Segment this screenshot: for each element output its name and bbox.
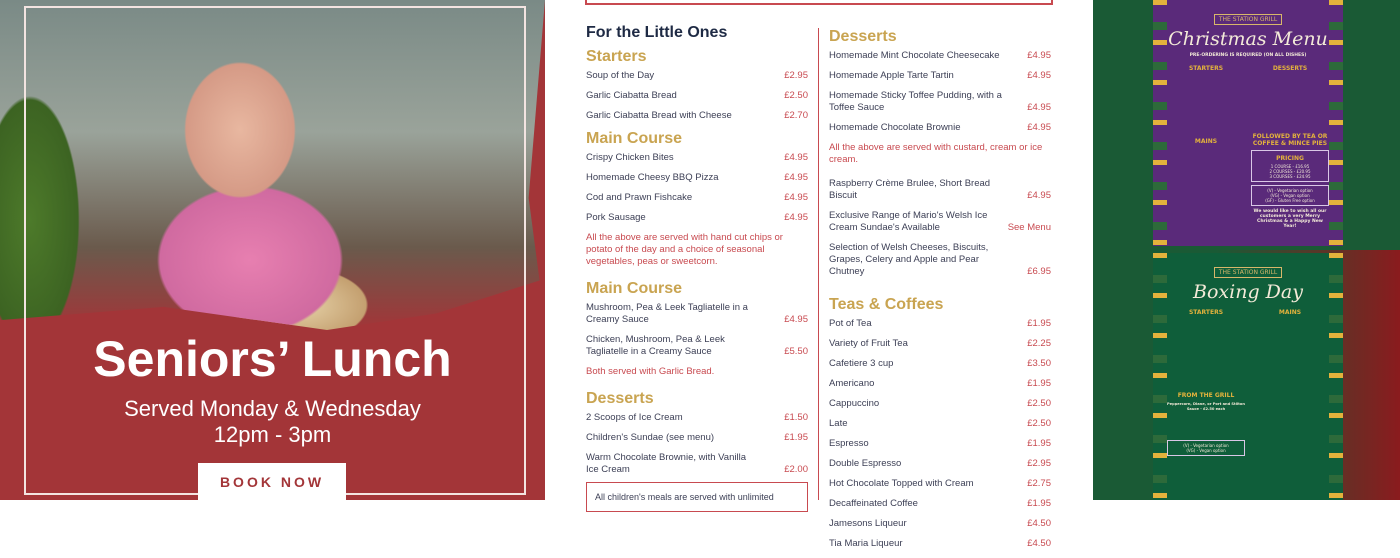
item-price: £2.95 <box>1027 458 1051 469</box>
item-name: Children's Sundae (see menu) <box>586 432 715 443</box>
holly-decoration-icon <box>1329 0 1343 246</box>
menu-item <box>829 358 1051 370</box>
item-price: £1.95 <box>1027 378 1051 389</box>
item-name: Double Espresso <box>829 458 902 469</box>
item-name: Variety of Fruit Tea <box>829 338 908 349</box>
kids-note-box: All children's meals are served with unlimited <box>586 482 808 512</box>
poster-title: Christmas Menu <box>1168 28 1328 50</box>
menu-item <box>829 478 1051 490</box>
menu-item <box>829 50 1051 62</box>
section-heading: Main Course <box>586 280 683 297</box>
menu-item <box>829 210 1051 234</box>
price-line: 3 COURSES - £24.95 <box>1269 174 1311 179</box>
item-price: £2.70 <box>784 110 808 121</box>
item-price: £2.50 <box>1027 418 1051 429</box>
item-name: Exclusive Range of Mario's Welsh Ice Cream Sundae's Available <box>829 210 988 233</box>
menu-item <box>586 110 808 122</box>
menu-item <box>586 334 808 358</box>
poster-subtitle: PRE-ORDERING IS REQUIRED (ON ALL DISHES) <box>1189 53 1307 58</box>
item-price: £4.95 <box>784 192 808 203</box>
item-name: Homemade Sticky Toffee Pudding, with a Toffee Sauce <box>829 90 1002 113</box>
item-name: Chicken, Mushroom, Pea & Leek Tagliatelle in a Creamy Sauce <box>586 334 725 357</box>
key-line: (V) - Vegetarian option <box>1267 188 1313 193</box>
holly-decoration-icon <box>1329 253 1343 500</box>
logo: THE STATION GRILL <box>1214 267 1282 278</box>
pricing-box <box>1251 150 1329 182</box>
item-name: Pork Sausage <box>586 212 646 223</box>
item-price: £2.25 <box>1027 338 1051 349</box>
item-price: £6.95 <box>1027 266 1051 277</box>
item-price: £1.95 <box>1027 498 1051 509</box>
menu-item <box>829 122 1051 134</box>
holly-decoration-icon <box>1153 253 1167 500</box>
menu-item <box>586 172 808 184</box>
section-heading: MAINS <box>1278 309 1302 316</box>
menu-item <box>586 302 808 326</box>
item-price: £4.50 <box>1027 538 1051 549</box>
menu-item <box>829 338 1051 350</box>
holly-decoration-icon <box>1153 0 1167 246</box>
item-name: Warm Chocolate Brownie, with Vanilla Ice Cream <box>586 452 746 475</box>
menu-item <box>829 318 1051 330</box>
item-price: £2.00 <box>784 464 808 475</box>
menu-column-left <box>586 24 808 484</box>
menu-item <box>586 452 808 476</box>
item-name: Decaffeinated Coffee <box>829 498 918 509</box>
section-heading: STARTERS <box>1188 65 1224 72</box>
section-heading: Starters <box>586 48 647 65</box>
top-box <box>585 0 1053 5</box>
item-price: £4.95 <box>1027 102 1051 113</box>
menu-item <box>586 70 808 82</box>
item-name: Homemade Mint Chocolate Cheesecake <box>829 50 1000 61</box>
item-name: Jamesons Liqueur <box>829 518 907 529</box>
starter-list <box>1167 75 1245 135</box>
item-price: £4.95 <box>784 314 808 325</box>
menu-item <box>586 152 808 164</box>
dietary-key <box>1167 440 1245 456</box>
price-line: 1 COURSE - £16.95 <box>1270 164 1310 169</box>
item-price: £4.95 <box>1027 122 1051 133</box>
item-name: Late <box>829 418 848 429</box>
item-name: Mushroom, Pea & Leek Tagliatelle in a Creamy Sauce <box>586 302 748 325</box>
section-heading: Teas & Coffees <box>829 296 944 313</box>
item-name: Tia Maria Liqueur <box>829 538 903 549</box>
item-price: £4.95 <box>1027 70 1051 81</box>
item-price: £1.95 <box>1027 438 1051 449</box>
item-price: £4.50 <box>1027 518 1051 529</box>
menu-column-right <box>829 24 1051 558</box>
item-name: Hot Chocolate Topped with Cream <box>829 478 974 489</box>
item-name: Garlic Ciabatta Bread <box>586 90 677 101</box>
menu-item <box>586 412 808 424</box>
item-price: £4.95 <box>784 152 808 163</box>
menu-item <box>829 90 1051 114</box>
item-name: Garlic Ciabatta Bread with Cheese <box>586 110 732 121</box>
section-heading: MAINS <box>1194 138 1218 145</box>
christmas-menu-poster[interactable] <box>1153 0 1343 246</box>
menu-item <box>829 538 1051 550</box>
section-note: All the above are served with hand cut chips or potato of the day and a choice of seasonal vegetables, peas or sweetcorn. <box>586 232 783 267</box>
key-line: (GF) - Gluten Free option <box>1265 198 1315 203</box>
item-price: £2.50 <box>1027 398 1051 409</box>
item-price: £4.95 <box>784 172 808 183</box>
spacer <box>829 286 1051 292</box>
item-name: Homemade Cheesy BBQ Pizza <box>586 172 719 183</box>
item-price: £5.50 <box>784 346 808 357</box>
item-name: Soup of the Day <box>586 70 655 81</box>
menu-item <box>829 518 1051 530</box>
book-now-button[interactable]: BOOK NOW <box>198 463 346 500</box>
menu-item <box>829 178 1051 202</box>
menu-item <box>586 90 808 102</box>
menu-item <box>829 438 1051 450</box>
menu-item <box>829 378 1051 390</box>
menu-item <box>829 458 1051 470</box>
item-name: Pot of Tea <box>829 318 872 329</box>
item-name: 2 Scoops of Ice Cream <box>586 412 683 423</box>
item-price: See Menu <box>1007 222 1051 233</box>
dietary-key <box>1251 185 1329 206</box>
section-heading: STARTERS <box>1188 309 1224 316</box>
price-line: 2 COURSES - £20.95 <box>1269 169 1311 174</box>
column-divider <box>818 28 819 500</box>
item-price: £4.95 <box>1027 190 1051 201</box>
menu-item <box>829 398 1051 410</box>
item-price: £2.75 <box>1027 478 1051 489</box>
pricing-heading: PRICING <box>1276 155 1304 162</box>
menu-item <box>829 418 1051 430</box>
boxing-day-poster[interactable] <box>1153 253 1343 500</box>
item-price: £1.95 <box>784 432 808 443</box>
season-greeting: We would like to wish all our customers a very Merry Christmas & a Happy New Year! <box>1253 209 1327 229</box>
section-heading: Desserts <box>586 390 654 407</box>
banner-hours: 12pm - 3pm <box>213 422 332 447</box>
menu-item <box>586 192 808 204</box>
poster-title: Boxing Day <box>1193 281 1303 303</box>
item-price: £3.50 <box>1027 358 1051 369</box>
key-line: (VG) - Vegan option <box>1270 193 1310 198</box>
seasonal-posters <box>1093 0 1400 500</box>
item-price: £1.95 <box>1027 318 1051 329</box>
menu-heading: For the Little Ones <box>586 24 728 41</box>
section-heading: Desserts <box>829 28 897 45</box>
menu-item <box>829 242 1051 278</box>
logo: THE STATION GRILL <box>1214 14 1282 25</box>
item-price: £2.95 <box>784 70 808 81</box>
item-name: Cod and Prawn Fishcake <box>586 192 693 203</box>
item-name: Crispy Chicken Bites <box>586 152 674 163</box>
banner-title: Seniors’ Lunch <box>93 331 452 387</box>
banner-days: Served Monday & Wednesday <box>124 396 421 421</box>
section-note: Both served with Garlic Bread. <box>586 366 715 377</box>
item-name: Raspberry Crème Brulee, Short Bread Biscuit <box>829 178 991 201</box>
item-name: Americano <box>829 378 875 389</box>
section-heading: Main Course <box>586 130 683 147</box>
key-line: (V) - Vegetarian option <box>1183 443 1229 448</box>
seniors-lunch-banner <box>0 0 545 500</box>
item-name: Cappuccino <box>829 398 880 409</box>
item-price: £4.95 <box>784 212 808 223</box>
tea-coffee-note: FOLLOWED BY TEA OR COFFEE & MINCE PIES <box>1252 133 1328 147</box>
item-name: Homemade Chocolate Brownie <box>829 122 961 133</box>
sauce-note: Peppercorn, Diane, or Port and Stilton Sauce - £2.50 each <box>1167 402 1245 411</box>
section-heading: FROM THE GRILL <box>1177 392 1235 399</box>
menu-item <box>586 212 808 224</box>
item-name: Espresso <box>829 438 869 449</box>
kids-menu <box>545 0 1093 549</box>
item-price: £4.95 <box>1027 50 1051 61</box>
section-heading: DESSERTS <box>1272 65 1308 72</box>
item-name: Homemade Apple Tarte Tartin <box>829 70 954 81</box>
item-price: £2.50 <box>784 90 808 101</box>
item-name: Selection of Welsh Cheeses, Biscuits, Grapes, Celery and Apple and Pear Chutney <box>829 242 989 277</box>
section-note: All the above are served with custard, cream or ice cream. <box>829 142 1043 165</box>
item-price: £1.50 <box>784 412 808 423</box>
menu-item <box>829 70 1051 82</box>
item-name: Cafetiere 3 cup <box>829 358 894 369</box>
menu-item <box>586 432 808 444</box>
key-line: (VG) - Vegan option <box>1186 448 1226 453</box>
